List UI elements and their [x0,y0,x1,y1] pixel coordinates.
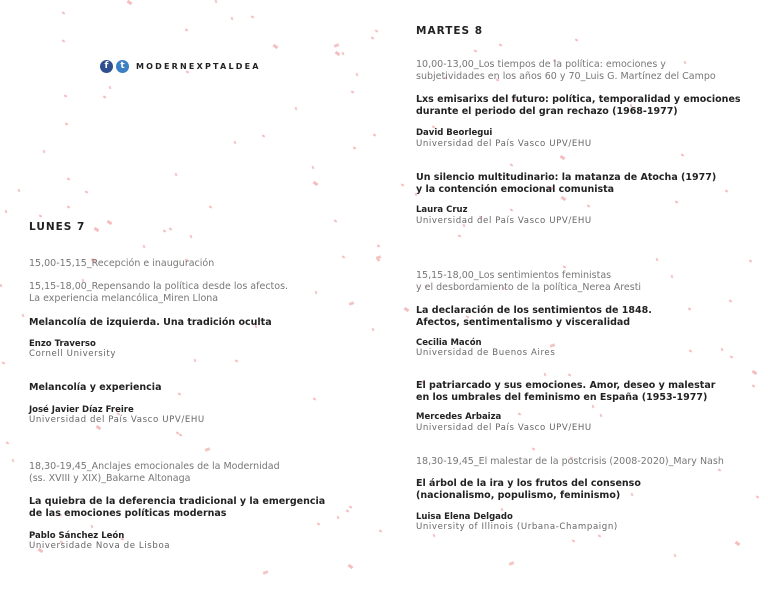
speckle [725,189,729,192]
speckle [209,205,213,208]
session-line: 15,15-18,00_Repensando la política desde los afectos. [29,281,289,292]
speckle [0,284,2,288]
speaker-affiliation: Universidad del País Vasco UPV/EHU [416,216,592,226]
speckle [348,564,354,569]
speckle [91,525,94,529]
title-line: La quiebra de la deferencia tradicional y la emergencia [29,496,326,507]
speckle [262,134,266,137]
session-line: 18,30-19,45_Anclajes emocionales de la Modernidad [29,461,280,472]
speckle [263,570,269,575]
speckle [372,328,375,332]
speckle [175,173,178,177]
speckle [718,468,722,471]
speckle [337,516,340,520]
speckle [163,229,167,232]
social-handle: MODERNEXPTALDEA [136,61,261,71]
speckle [572,539,576,542]
speckle [143,245,146,249]
speckle [575,38,579,41]
speckle [312,166,315,170]
speckle [251,15,255,18]
title-line: Afectos, sentimentalismo y visceralidad [416,317,631,328]
twitter-icon[interactable]: t [116,60,129,73]
speckle [598,534,602,537]
speckle [349,301,355,306]
title-line: (nacionalismo, populismo, feminismo) [416,490,621,501]
speaker-name: Mercedes Arbaiza [416,412,502,422]
speaker-name: Enzo Traverso [29,339,96,349]
speckle [510,163,514,166]
talk-title [416,305,652,329]
speckle [560,155,566,160]
speckle [675,200,679,203]
session-line: subjetividades en los años 60 y 70_Luis G. Martínez del Campo [416,71,716,82]
speckle [178,392,182,395]
speaker-name: Laura Cruz [416,205,468,215]
speckle [349,505,353,508]
speckle [67,177,71,180]
speckle [169,227,173,230]
speckle [404,307,410,312]
speckle [43,150,46,154]
talk-title [416,94,749,118]
title-line: durante el periodo del gran rechazo (1968-1977) [416,106,678,117]
speaker-affiliation: University of Illinois (Urbana-Champaign) [416,522,618,532]
speckle [64,94,68,97]
speckle [351,90,355,93]
speckle [6,441,10,444]
talk-title: Melancolía de izquierda. Una tradición oculta [29,317,272,328]
speckle [749,259,753,262]
speckle [681,153,685,156]
speckle [2,361,6,364]
title-line: en los umbrales del feminismo en España (1953-1977) [416,392,708,403]
speckle [532,447,536,450]
speckle [379,529,383,532]
speaker-name: Pablo Sánchez León [29,531,125,541]
speckle [592,405,595,409]
speckle [273,44,279,49]
speckle [317,522,321,525]
speaker-name: Cecilia Macón [416,338,482,348]
session-time-anclajes [29,461,280,485]
speckle [127,0,133,5]
speckle [96,425,102,430]
speckle [62,11,66,14]
talk-title [416,172,716,196]
speckle [231,17,234,21]
speckle [561,196,567,201]
session-line: y el desbordamiento de la política_Nerea Aresti [416,282,642,293]
speckle [689,349,693,352]
speckle [18,189,21,193]
speckle [185,28,189,31]
speckle [688,307,692,310]
speckle [62,39,66,42]
speckle [656,258,659,262]
session-line: La experiencia melancólica_Miren Llona [29,293,219,304]
talk-title [416,380,715,404]
speaker-name: Luisa Elena Delgado [416,512,513,522]
speckle [377,244,381,247]
title-line: El patriarcado y sus emociones. Amor, deseo y malestar [416,380,716,391]
speckle [375,29,379,32]
title-line: de las emociones políticas modernas [29,508,227,519]
speaker-affiliation: Universidad del País Vasco UPV/EHU [416,139,592,149]
speaker-affiliation: Universidad del País Vasco UPV/EHU [416,423,592,433]
speckle [401,183,405,186]
session-line: (ss. XVIII y XIX)_Bakarne Altonaga [29,473,191,484]
speckle [674,554,677,558]
speaker-affiliation: Universidade Nova de Lisboa [29,541,171,551]
speckle [5,210,8,214]
day-heading-monday: LUNES 7 [29,221,86,233]
speckle [600,414,603,418]
speckle [544,373,547,377]
speckle [474,49,478,52]
speckle [12,459,15,463]
speckle [510,208,514,211]
speckle [313,181,319,186]
speckle [458,234,462,237]
speckle [499,43,503,46]
speckle [313,397,317,400]
speckle [509,561,515,566]
speckle [190,235,193,239]
title-line: y la contención emocional comunista [416,184,615,195]
speckle [215,0,218,3]
speckle [433,534,436,538]
speckle [371,36,375,39]
speckle [346,509,350,512]
session-time-tiempos [416,59,716,83]
speckle [342,255,346,258]
session-time-reception: 15,00-15,15_Recepción e inauguración [29,258,215,269]
speckle [353,146,357,149]
speckle [721,348,724,352]
session-line: 10,00-13,00_Los tiempos de la política: emociones y [416,59,666,70]
speaker-name: José Javier Díaz Freire [29,405,134,415]
speckle [109,86,112,90]
session-line: 15,15-18,00_Los sentimientos feministas [416,270,612,281]
title-line: El árbol de la ira y los frutos del consenso [416,478,641,489]
speckle [179,433,183,436]
speckle [235,359,239,362]
speckle [22,314,25,318]
speckle [735,541,741,546]
speckle [563,265,567,268]
talk-title [29,496,325,520]
speaker-affiliation: Cornell University [29,349,117,359]
title-line: Un silencio multitudinario: la matanza de Atocha (1977) [416,172,717,183]
speckle [205,447,211,452]
title-line: Lxs emisarixs del futuro: política, temporalidad y emociones [416,94,741,105]
speaker-affiliation: Universidad de Buenos Aires [416,348,556,358]
talk-title [416,478,641,502]
speckle [107,220,113,225]
speckle [518,412,522,415]
speckle [587,204,591,207]
day-heading-tuesday: MARTES 8 [416,25,484,37]
speckle [335,51,341,56]
speckle [67,205,71,208]
speckle [568,373,572,376]
speckle [730,355,734,358]
speckle [334,219,338,222]
speckle [501,508,504,512]
social-links [100,59,261,73]
speckle [194,359,197,363]
speckle [315,291,318,295]
speckle [334,43,340,48]
speckle [729,299,733,302]
session-time-repensando [29,281,288,305]
speckle [295,107,298,111]
speckle [377,258,381,261]
speckle [85,190,89,193]
speckle [373,133,377,136]
facebook-icon[interactable]: f [100,60,113,73]
talk-title: Melancolía y experiencia [29,382,162,393]
session-time-feministas [416,270,641,294]
speckle [65,122,69,125]
speckle [752,370,758,375]
speckle [752,384,756,387]
speckle [756,495,760,498]
speckle [342,52,345,56]
speckle [39,214,43,217]
speaker-name: David Beorlegui [416,128,493,138]
session-time-postcrisis: 18,30-19,45_El malestar de la postcrisis (2008-2020)_Mary Nash [416,456,724,467]
title-line: La declaración de los sentimientos de 1848. [416,305,652,316]
speaker-affiliation: Universidad del País Vasco UPV/EHU [29,415,205,425]
speckle [671,275,674,279]
speckle [94,227,100,232]
speckle [356,73,359,77]
speckle [234,141,237,145]
speckle [103,95,107,98]
